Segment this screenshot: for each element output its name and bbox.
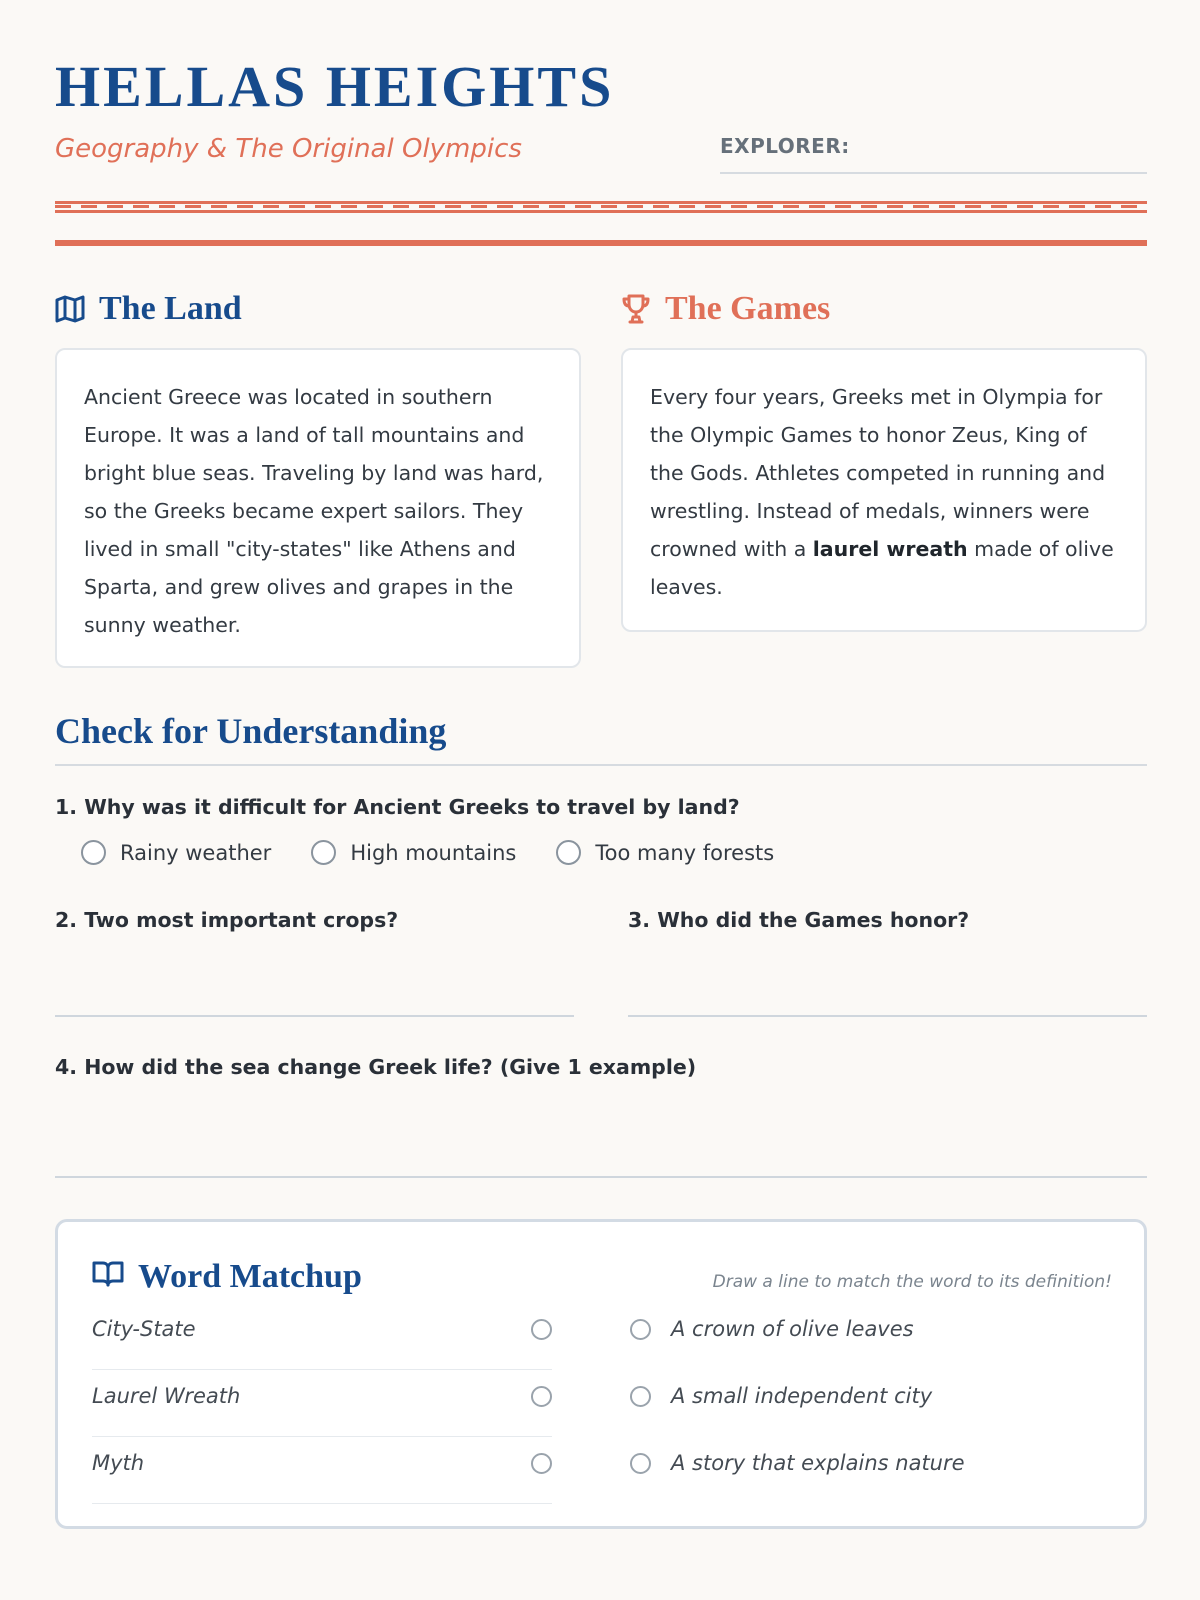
land-text: Ancient Greece was located in southern Europe. It was a land of tall mountains and bright blue seas. Traveling by land was hard, so the Greeks became expert sailors. They lived in small "city-states" like Athens and Sparta, and grew olives and grapes in the sunny weather. <box>84 385 544 637</box>
explorer-label: EXPLORER: <box>720 134 850 158</box>
option-too-many-forests[interactable]: Too many forests <box>556 840 774 865</box>
question-1: 1. Why was it difficult for Ancient Greeks to travel by land? <box>55 795 740 819</box>
answer-line-2[interactable] <box>55 1015 574 1017</box>
games-card <box>621 348 1147 632</box>
match-definition: A small independent city <box>671 1384 933 1408</box>
word-matchup-header <box>92 1258 362 1296</box>
quiz-title: Check for Understanding <box>55 710 1147 766</box>
trophy-icon <box>621 293 651 325</box>
map-icon <box>55 295 85 323</box>
games-heading: The Games <box>665 290 831 327</box>
match-definition-row <box>630 1384 932 1408</box>
worksheet-page <box>55 0 1147 1600</box>
question-1-options <box>81 840 774 865</box>
match-word-dot[interactable] <box>531 1453 552 1474</box>
match-definition-dot[interactable] <box>630 1319 651 1340</box>
match-word-row <box>92 1370 552 1437</box>
games-section-header <box>621 290 830 328</box>
match-definition-dot[interactable] <box>630 1453 651 1474</box>
explorer-name-field[interactable] <box>720 134 1147 174</box>
answer-line-3[interactable] <box>628 1015 1147 1017</box>
land-section-header <box>55 290 242 328</box>
book-icon <box>92 1258 124 1296</box>
match-definition-row <box>630 1317 914 1341</box>
answer-line-4[interactable] <box>55 1176 1147 1178</box>
match-word-row <box>92 1303 552 1370</box>
laurel-wreath-term: laurel wreath <box>812 537 968 561</box>
page-title: HELLAS HEIGHTS <box>55 54 615 119</box>
option-rainy-weather[interactable]: Rainy weather <box>81 840 271 865</box>
games-text: Every four years, Greeks met in Olympia for the Olympic Games to honor Zeus, King of the Gods. Athletes competed in running and wrestling. Instead of medals, winners were crowned with a laurel wreath made of olive leaves. <box>650 385 1114 599</box>
match-definition-row <box>630 1451 965 1475</box>
question-4: 4. How did the sea change Greek life? (Give 1 example) <box>55 1055 697 1079</box>
page-subtitle: Geography & The Original Olympics <box>55 134 522 164</box>
match-word-dot[interactable] <box>531 1319 552 1340</box>
match-definition: A story that explains nature <box>671 1451 965 1475</box>
word-matchup-hint: Draw a line to match the word to its definition! <box>712 1272 1112 1292</box>
match-word: Myth <box>92 1451 145 1475</box>
land-heading: The Land <box>99 290 242 327</box>
greek-key-border <box>55 201 1147 213</box>
match-definition: A crown of olive leaves <box>671 1317 914 1341</box>
match-word-dot[interactable] <box>531 1386 552 1407</box>
match-word: City-State <box>92 1317 196 1341</box>
question-2: 2. Two most important crops? <box>55 908 399 932</box>
word-matchup-box <box>55 1219 1147 1529</box>
match-definition-dot[interactable] <box>630 1386 651 1407</box>
match-word-row <box>92 1437 552 1504</box>
divider-band <box>55 240 1147 246</box>
question-3: 3. Who did the Games honor? <box>628 908 970 932</box>
land-card <box>55 348 581 668</box>
word-matchup-title: Word Matchup <box>138 1258 362 1295</box>
radio-button[interactable] <box>311 840 336 865</box>
radio-button[interactable] <box>556 840 581 865</box>
match-word: Laurel Wreath <box>92 1384 241 1408</box>
option-high-mountains[interactable]: High mountains <box>311 840 516 865</box>
radio-button[interactable] <box>81 840 106 865</box>
